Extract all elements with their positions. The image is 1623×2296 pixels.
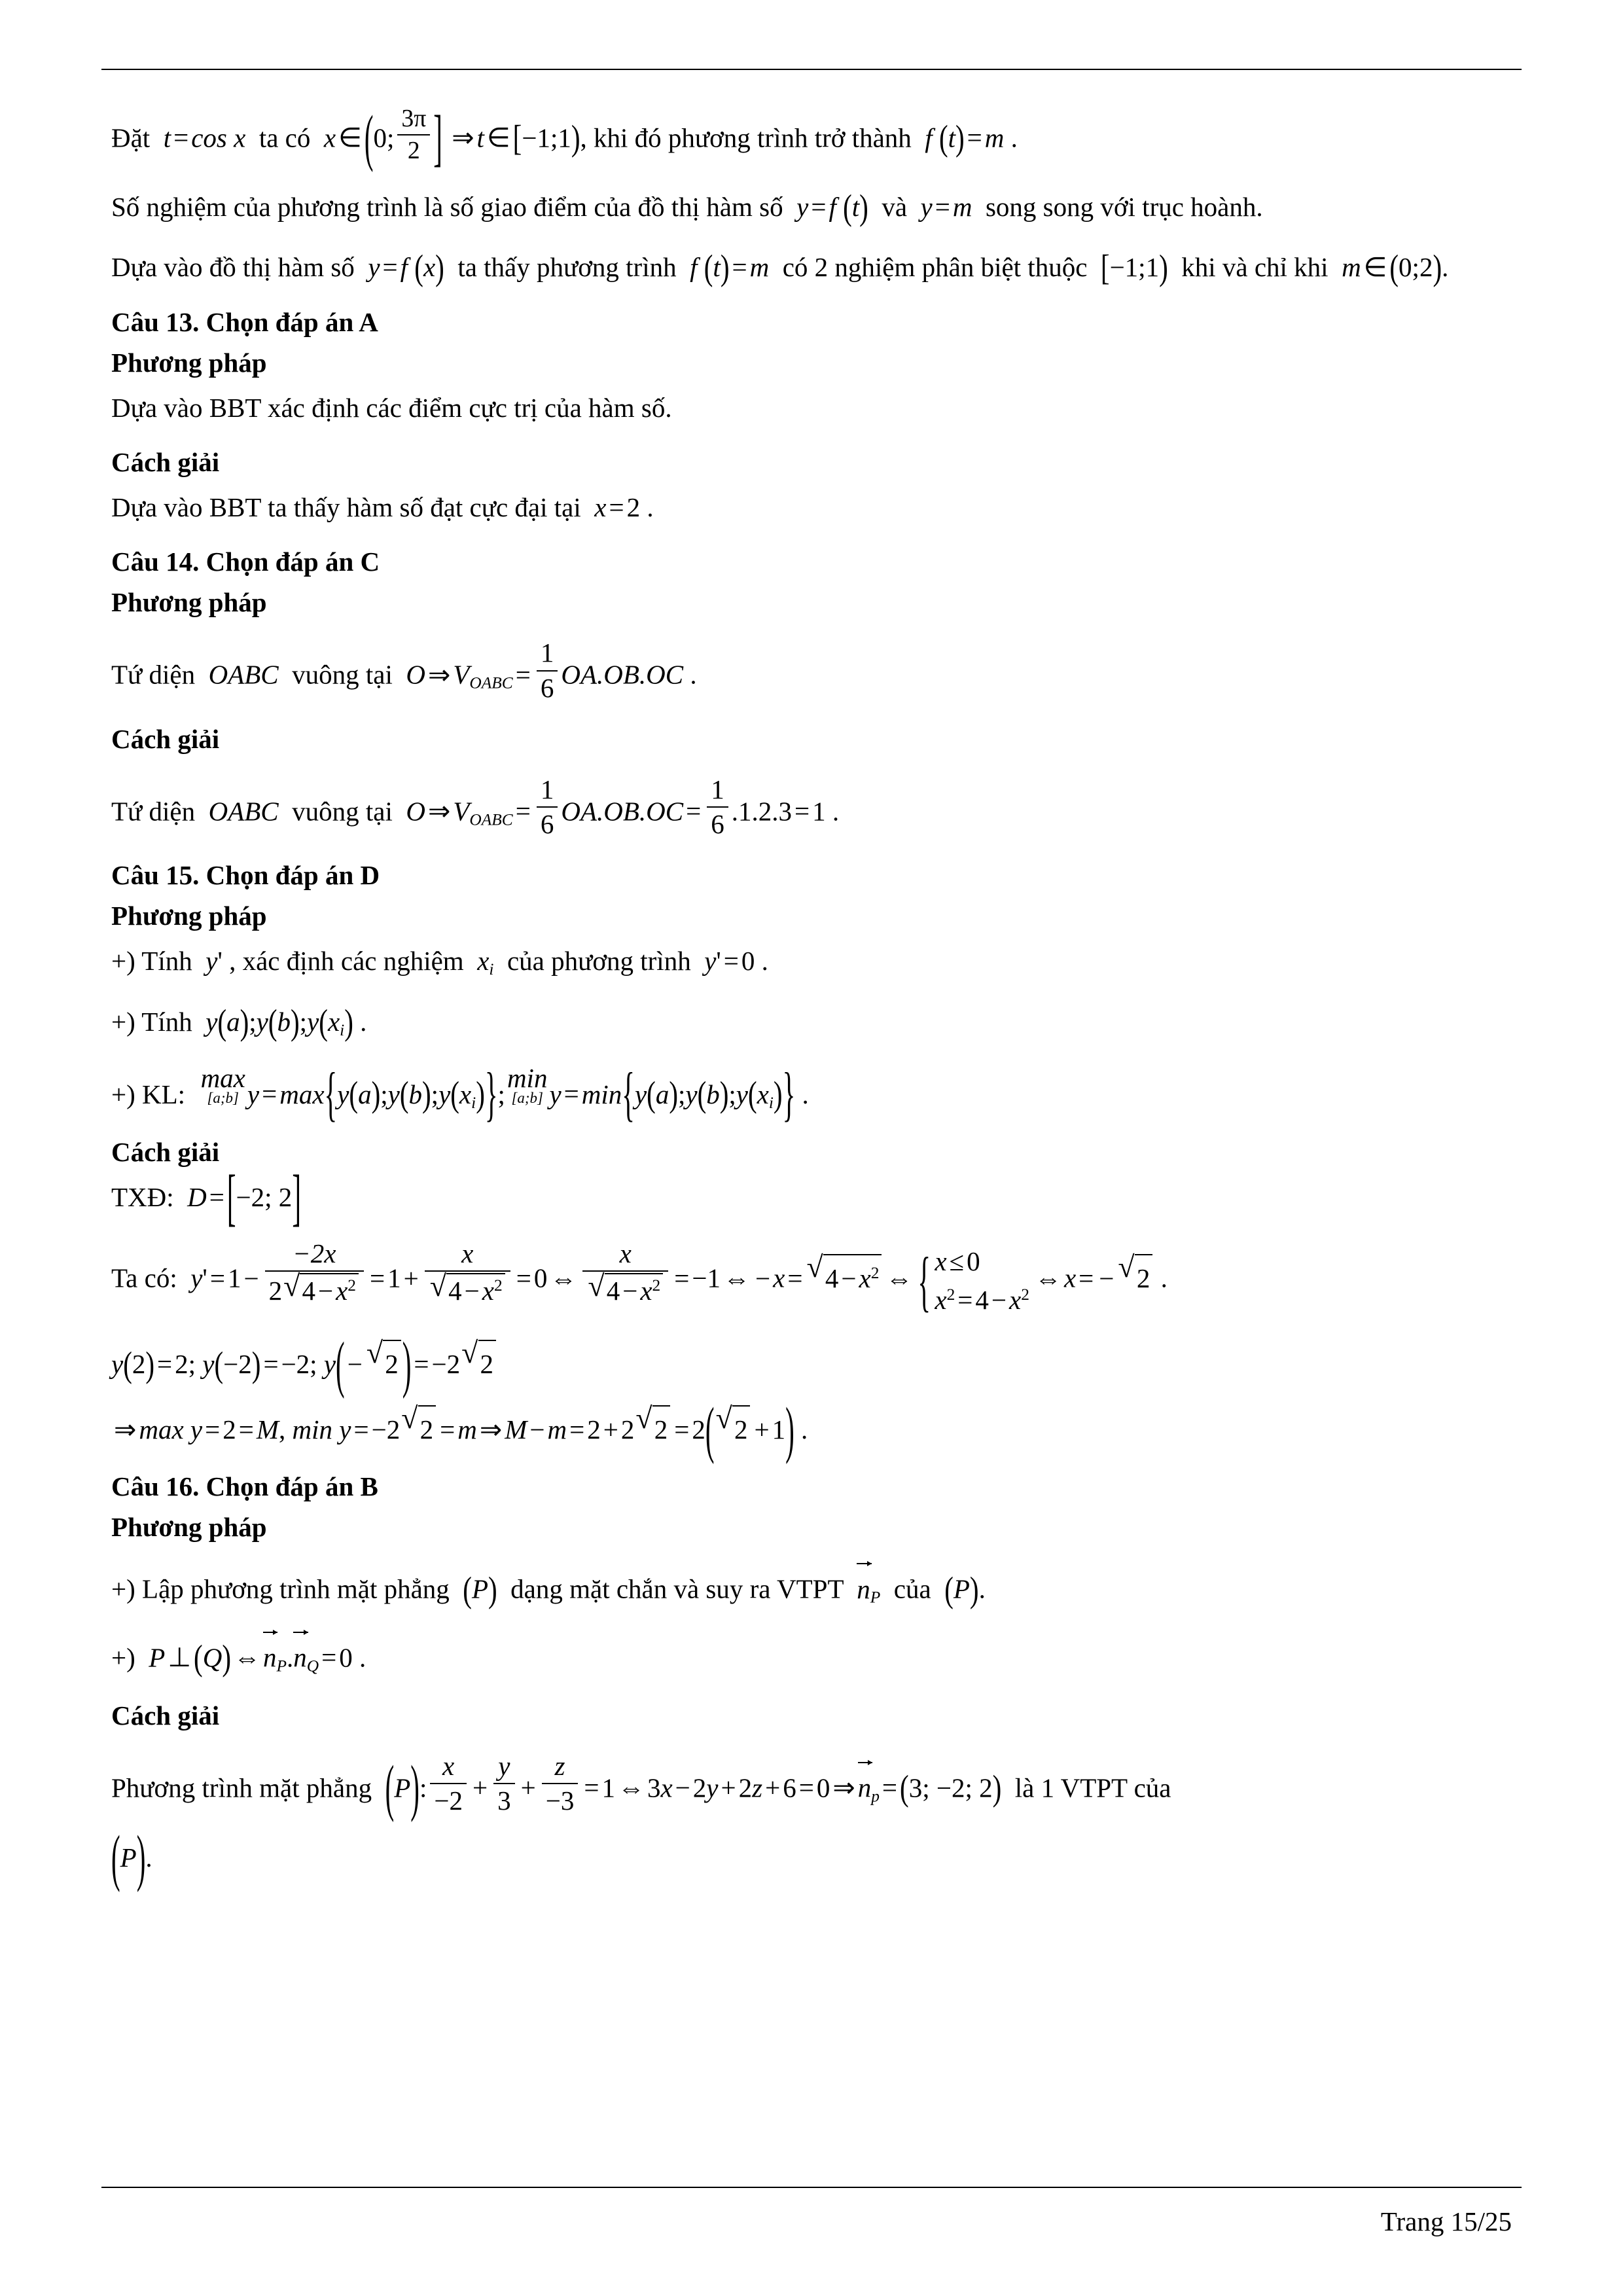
text-dot-15d: . — [1160, 1263, 1168, 1293]
text-tacos: ta có — [259, 122, 311, 153]
text-cach-giai-16-cont: (P). — [111, 1821, 152, 1893]
text-cach-giai-13-b: . — [647, 492, 654, 522]
label-tacos: Ta có: — [111, 1263, 177, 1293]
label-cach-giai-14: Cách giải — [111, 723, 220, 754]
text-vuong-tai-14s: vuông tại — [292, 796, 393, 827]
text-khido: , khi đó phương trình trở thành — [580, 122, 912, 153]
footer-rule — [101, 2187, 1522, 2188]
text-lap-pt: +) Lập phương trình mặt phẳng — [111, 1573, 450, 1604]
label-cach-giai-13: Cách giải — [111, 446, 220, 477]
text-phuong-phap-14: Tứ diện OABC vuông tại O⇒VOABC= $\frac{1}{6}$ OA.OB.OC . — [111, 637, 697, 703]
text-kl: +) KL: — [111, 1079, 186, 1109]
text-phuong-phap-13: Dựa vào BBT xác định các điểm cực trị của hàm số. — [111, 392, 672, 423]
text-pt-mat-phang: Phương trình mặt phẳng — [111, 1772, 372, 1803]
text-dot-15c: . — [802, 1079, 809, 1109]
text-dua-vao-2: ta thấy phương trình — [457, 252, 677, 283]
text-phuong-phap-15-line1: +) Tính y' , xác định các nghiệm xi của phương trình y'=0 . — [111, 945, 768, 979]
label-phuong-phap-13: Phương pháp — [111, 347, 267, 378]
text-tu-dien-14s: Tứ diện — [111, 796, 196, 827]
text-so-nghiem-2: và — [882, 191, 908, 222]
text-vuong-tai-14: vuông tại — [292, 659, 393, 690]
label-phuong-phap-14: Phương pháp — [111, 587, 267, 618]
label-phuong-phap-15: Phương pháp — [111, 900, 267, 931]
text-dot-15e: . — [801, 1414, 808, 1444]
text-dot-14m: . — [690, 659, 697, 690]
page-number: Trang 15/25 — [1380, 2206, 1512, 2236]
text-values-15: y(2)=2; y(−2)=−2; y(− √ 2 )=−2 √ 2 — [111, 1340, 1512, 1386]
text-dot1: . — [1010, 122, 1018, 153]
text-cua-pt: của phương trình — [507, 945, 691, 976]
paragraph-dat: Đặt t=cos x ta có x∈(0; $\frac{3\pi}{2}$ ] ⇒t∈[−1;1), khi đó phương trình trở thành f (t)=m . — [111, 101, 1018, 173]
label-cach-giai-15: Cách giải — [111, 1136, 220, 1167]
text-dot-15b: . — [360, 1007, 367, 1037]
text-dua-vao-1: Dựa vào đồ thị hàm số — [111, 252, 355, 283]
text-cua-16: của — [893, 1573, 931, 1604]
text-la-vtpt: là 1 VTPT của — [1014, 1772, 1171, 1803]
text-dot-16c: . — [145, 1842, 152, 1873]
page-content — [111, 0, 1512, 1893]
text-tinh-2: +) Tính — [111, 1007, 192, 1037]
text-phuong-phap-15-line3: +) KL: max [a;b] y=max{y(a);y(b);y(xi)}; min [a;b] y=min{y(a);y(b);y(xi)} . — [111, 1060, 809, 1128]
heading-cau-13: Câu 13. Chọn đáp án A — [111, 306, 378, 337]
text-dot-15a: . — [761, 945, 768, 976]
text-so-nghiem-3: song song với trục hoành. — [985, 191, 1263, 222]
header-rule — [101, 69, 1522, 70]
text-cach-giai-14: Tứ diện OABC vuông tại O⇒VOABC= $\frac{1}{6}$ OA.OB.OC= $\frac{1}{6}$ .1.2.3=1 . — [111, 774, 840, 839]
heading-cau-14: Câu 14. Chọn đáp án C — [111, 547, 380, 577]
text-maxmin-15: ⇒max y=2=M, min y=−2 √ 2 =m⇒M−m=2+2 √ 2 =2( √ 2 +1) . — [111, 1405, 1512, 1451]
text-dot-16a: . — [978, 1573, 986, 1604]
text-tinh-1: +) Tính — [111, 945, 192, 976]
label-txd: TXĐ: — [111, 1181, 174, 1212]
text-cach-giai-16: Phương trình mặt phẳng (P): $\frac{x}{-2}$ + $\frac{y}{3}$ + $\frac{z}{-3}$ =1⇔3x−2y+2z+6=0⇒np=(3; −2; 2) là 1 VTPT của — [111, 1750, 1171, 1823]
text-cach-giai-13: Dựa vào BBT ta thấy hàm số đạt cực đại tại x=2 . — [111, 492, 654, 522]
paragraph-so-nghiem: Số nghiệm của phương trình là số giao điểm của đồ thị hàm số y=f (t) và y=m song song với trục hoành. — [111, 186, 1263, 227]
heading-cau-15: Câu 15. Chọn đáp án D — [111, 859, 380, 890]
text-dua-vao-3: có 2 nghiệm phân biệt thuộc — [782, 252, 1088, 283]
text-plus-16: +) — [111, 1642, 135, 1673]
text-dua-vao-5: . — [1442, 252, 1449, 283]
text-txd-15: TXĐ: D=[−2; 2] — [111, 1161, 301, 1232]
text-phuong-phap-15-line2: +) Tính y(a);y(b);y(xi) . — [111, 1001, 367, 1043]
text-xac-dinh: , xác định các nghiệm — [229, 945, 464, 976]
text-cach-giai-13-a: Dựa vào BBT ta thấy hàm số đạt cực đại tại — [111, 492, 581, 522]
label-phuong-phap-16: Phương pháp — [111, 1512, 267, 1543]
heading-cau-16: Câu 16. Chọn đáp án B — [111, 1471, 378, 1502]
text-tu-dien-14: Tứ diện — [111, 659, 196, 690]
text-dot-16b: . — [359, 1642, 366, 1673]
text-dua-vao-4: khi và chỉ khi — [1181, 252, 1329, 283]
text-phuong-phap-16-line2: +) P⊥(Q)⇔nP.nQ=0 . — [111, 1631, 1512, 1680]
text-dat: Đặt — [111, 122, 151, 153]
text-dot-14s: . — [832, 796, 840, 827]
label-cach-giai-16: Cách giải — [111, 1700, 220, 1731]
text-phuong-phap-16-line1: +) Lập phương trình mặt phẳng (P) dạng mặt chắn và suy ra VTPT nP của (P). — [111, 1562, 1512, 1611]
text-dang-mat-chan: dạng mặt chắn và suy ra VTPT — [510, 1573, 844, 1604]
paragraph-dua-vao: Dựa vào đồ thị hàm số y=f (x) ta thấy phương trình f (t)=m có 2 nghiệm phân biệt thuộc [−1;1) khi và chỉ khi m∈(0;2). — [111, 247, 1449, 288]
text-so-nghiem-1: Số nghiệm của phương trình là số giao điểm của đồ thị hàm số — [111, 191, 783, 222]
text-tacos-15: Ta có: y'=1− $\frac{-2x}{2 √ 4-x^2}$ =1+ x √ $4-x^2$ =0⇔ x √ $4-x^2$ =−1⇔ −x= √ $4-x^2$ ⇔ { x≤0 $x^2=4-x^2$ ⇔x= − √ 2 . — [111, 1238, 1512, 1320]
